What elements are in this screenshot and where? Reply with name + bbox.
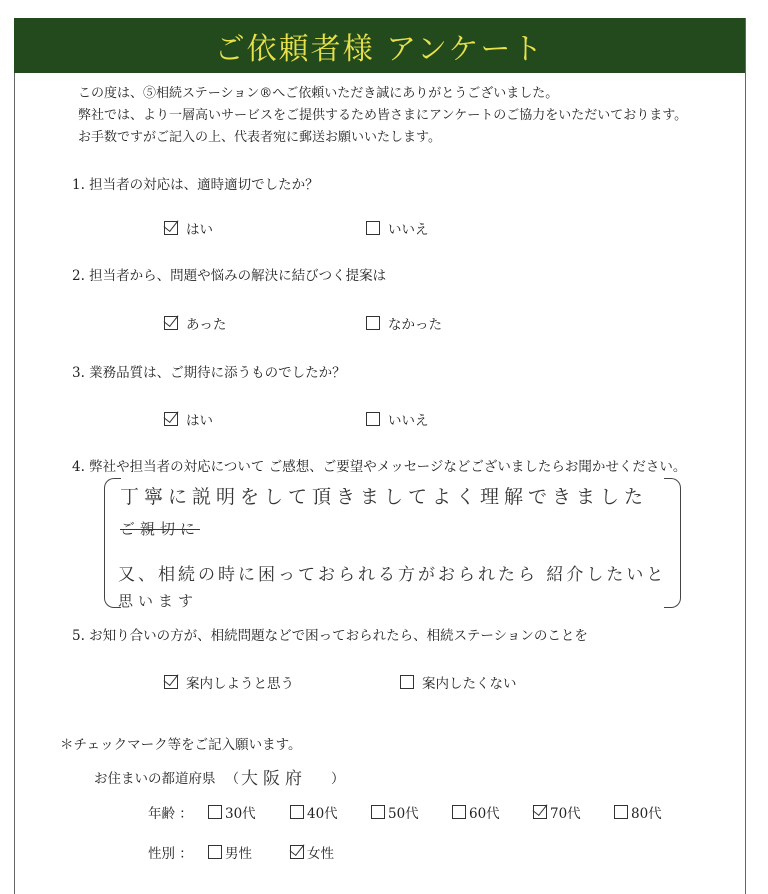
checkbox-checked[interactable] [164, 675, 178, 689]
gender-value: 女性 [307, 846, 334, 862]
q2-option-no[interactable] [366, 313, 442, 333]
question-5: 5. お知り合いの方が、相続問題などで困っておられたら、相続ステーションのことを [72, 628, 588, 644]
q3-option-yes[interactable] [164, 409, 213, 429]
q2-option-yes[interactable] [164, 313, 226, 333]
age-value: 80代 [631, 806, 662, 822]
comment-bracket-right [664, 478, 681, 608]
option-label: あった [186, 317, 227, 333]
checkbox[interactable] [208, 845, 222, 859]
comment-line-struck: ご親切に [120, 520, 201, 538]
gender-option-female[interactable] [290, 842, 334, 862]
intro-text [78, 83, 687, 149]
checkbox[interactable] [400, 675, 414, 689]
q3-option-no[interactable] [366, 409, 429, 429]
age-value: 60代 [469, 806, 500, 822]
checkbox[interactable] [371, 805, 385, 819]
checkbox[interactable] [366, 316, 380, 330]
age-option-70[interactable] [533, 802, 581, 822]
checkbox-checked[interactable] [290, 845, 304, 859]
comment-line: 又、相続の時に困っておられる方がおられたら 紹介したいと [118, 565, 667, 585]
option-label: はい [186, 222, 213, 238]
checkbox[interactable] [452, 805, 466, 819]
checkbox[interactable] [366, 412, 380, 426]
age-label: 年齢 ： [148, 806, 193, 822]
age-value: 70代 [550, 806, 581, 822]
gender-option-male[interactable] [208, 842, 252, 862]
intro-line: お手数ですがご記入の上、代表者宛に郵送お願いいたします。 [78, 130, 441, 145]
question-3: 3. 業務品質は、ご期待に添うものでしたか？ [72, 365, 346, 381]
option-label: 案内しようと思う [186, 676, 294, 692]
prefecture-value[interactable]: 大阪府 [241, 769, 307, 789]
age-value: 40代 [307, 806, 338, 822]
prefecture-label: お住まいの都道府県 [94, 770, 216, 787]
paren-open: （ [225, 770, 239, 787]
q1-option-no[interactable] [366, 218, 429, 238]
checkbox[interactable] [614, 805, 628, 819]
prefecture-row [94, 764, 345, 789]
checkbox[interactable] [208, 805, 222, 819]
option-label: いいえ [388, 222, 429, 238]
question-4: 4. 弊社や担当者の対応について ご感想、ご要望やメッセージなどございましたらお聞かせください。 [72, 459, 687, 475]
question-1: 1. 担当者の対応は、適時適切でしたか？ [72, 177, 319, 193]
checkbox-checked[interactable] [164, 221, 178, 235]
comment-line: 丁寧に説明をして頂きましてよく理解できました [120, 486, 649, 508]
age-option-30[interactable] [208, 802, 256, 822]
age-option-40[interactable] [290, 802, 338, 822]
title-banner [14, 18, 745, 73]
paren-close: ） [331, 770, 345, 787]
age-value: 50代 [388, 806, 419, 822]
intro-line: この度は、⑤相続ステーション®へご依頼いただき誠にありがとうございました。 [78, 86, 559, 101]
age-value: 30代 [225, 806, 256, 822]
age-option-50[interactable] [371, 802, 419, 822]
checkbox-checked[interactable] [164, 316, 178, 330]
intro-line: 弊社では、より一層高いサービスをご提供するため皆さまにアンケートのご協力をいただいております。 [78, 108, 688, 123]
page-title: ご依頼者様 アンケート [214, 31, 545, 67]
checkbox-checked[interactable] [164, 412, 178, 426]
q5-option-no[interactable] [400, 672, 517, 692]
checkbox[interactable] [290, 805, 304, 819]
option-label: いいえ [388, 413, 429, 429]
gender-label: 性別 ： [148, 846, 193, 862]
comment-line: 思います [118, 592, 199, 610]
option-label: なかった [388, 317, 442, 333]
checkmark-note: ＊チェックマーク等をご記入願います。 [60, 737, 302, 753]
checkbox-checked[interactable] [533, 805, 547, 819]
comment-bracket-left [104, 478, 121, 608]
option-label: はい [186, 413, 213, 429]
gender-value: 男性 [225, 846, 252, 862]
q1-option-yes[interactable] [164, 218, 213, 238]
q5-option-yes[interactable] [164, 672, 294, 692]
option-label: 案内したくない [422, 676, 517, 692]
age-option-60[interactable] [452, 802, 500, 822]
question-2: 2. 担当者から、問題や悩みの解決に結びつく提案は [72, 268, 387, 284]
checkbox[interactable] [366, 221, 380, 235]
age-option-80[interactable] [614, 802, 662, 822]
